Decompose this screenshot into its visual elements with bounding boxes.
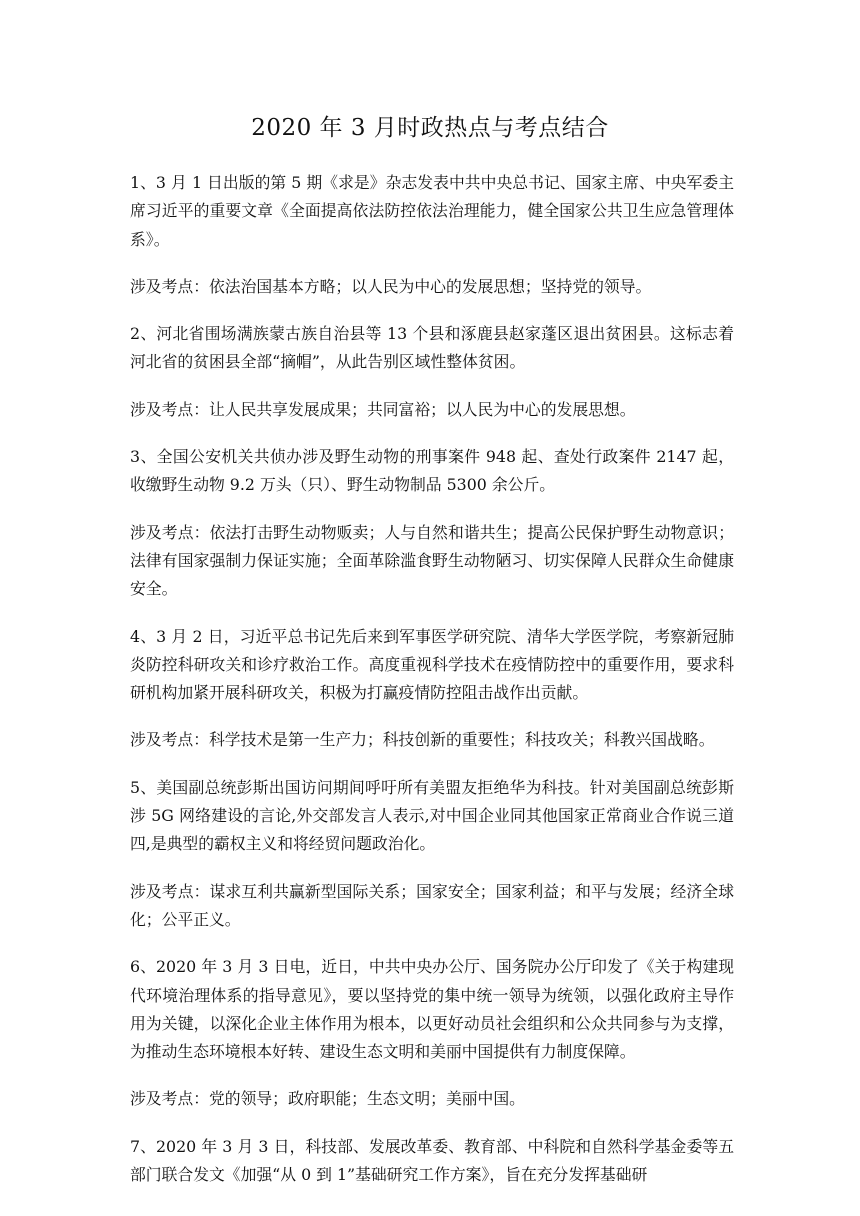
paragraph-item-7: 7、2020 年 3 月 3 日，科技部、发展改革委、教育部、中科院和自然科学基金委等五部门联合发文《加强“从 0 到 1”基础研究工作方案》，旨在充分发挥基础研 — [130, 1136, 734, 1185]
paragraph-item-6: 6、2020 年 3 月 3 日电，近日，中共中央办公厅、国务院办公厅印发了《关于构建现代环境治理体系的指导意见》，要以坚持党的集中统一领导为统领，以强化政府主导作用为关键，以深化企业主体作用为根本，以更好动员社会组织和公众共同参与为支撑，为推动生态环境根本好转、建设生态文明和美丽中国提供有力制度保障。 — [130, 957, 734, 1062]
exam-points-2: 涉及考点：让人民共享发展成果；共同富裕；以人民为中心的发展思想。 — [130, 399, 636, 419]
document-body — [130, 169, 734, 1208]
paragraph-item-3: 3、全国公安机关共侦办涉及野生动物的刑事案件 948 起、查处行政案件 2147 起，收缴野生动物 9.2 万头（只）、野生动物制品 5300 余公斤。 — [130, 447, 734, 495]
document-title: 2020 年 3 月时政热点与考点结合 — [251, 115, 609, 141]
paragraph-item-5: 5、美国副总统彭斯出国访问期间呼吁所有美盟友拒绝华为科技。针对美国副总统彭斯涉 5G 网络建设的言论,外交部发言人表示,对中国企业同其他国家正常商业合作说三道四,是典型的霸权主义和将经贸问题政治化。 — [130, 777, 734, 854]
paragraph-item-4: 4、3 月 2 日，习近平总书记先后来到军事医学研究院、清华大学医学院，考察新冠肺炎防控科研攻关和诊疗救治工作。高度重视科学技术在疫情防控中的重要作用，要求科研机构加紧开展科研攻关，积极为打赢疫情防控阻击战作出贡献。 — [130, 626, 734, 703]
exam-points-6: 涉及考点：党的领导；政府职能；生态文明；美丽中国。 — [130, 1089, 525, 1109]
exam-points-1: 涉及考点：依法治国基本方略；以人民为中心的发展思想；坚持党的领导。 — [130, 276, 652, 296]
exam-points-5: 涉及考点：谋求互利共赢新型国际关系；国家安全；国家利益；和平与发展；经济全球化；公平正义。 — [130, 881, 734, 929]
exam-points-3: 涉及考点：依法打击野生动物贩卖；人与自然和谐共生；提高公民保护野生动物意识；法律有国家强制力保证实施；全面革除滥食野生动物陋习、切实保障人民群众生命健康安全。 — [130, 522, 734, 599]
paragraph-item-1: 1、3 月 1 日出版的第 5 期《求是》杂志发表中共中央总书记、国家主席、中央军委主席习近平的重要文章《全面提高依法防控依法治理能力，健全国家公共卫生应急管理体系》。 — [130, 173, 734, 249]
paragraph-item-2: 2、河北省围场满族蒙古族自治县等 13 个县和涿鹿县赵家蓬区退出贫困县。这标志着河北省的贫困县全部“摘帽”，从此告别区域性整体贫困。 — [130, 324, 734, 372]
exam-points-4: 涉及考点：科学技术是第一生产力；科技创新的重要性；科技攻关；科教兴国战略。 — [130, 730, 715, 750]
